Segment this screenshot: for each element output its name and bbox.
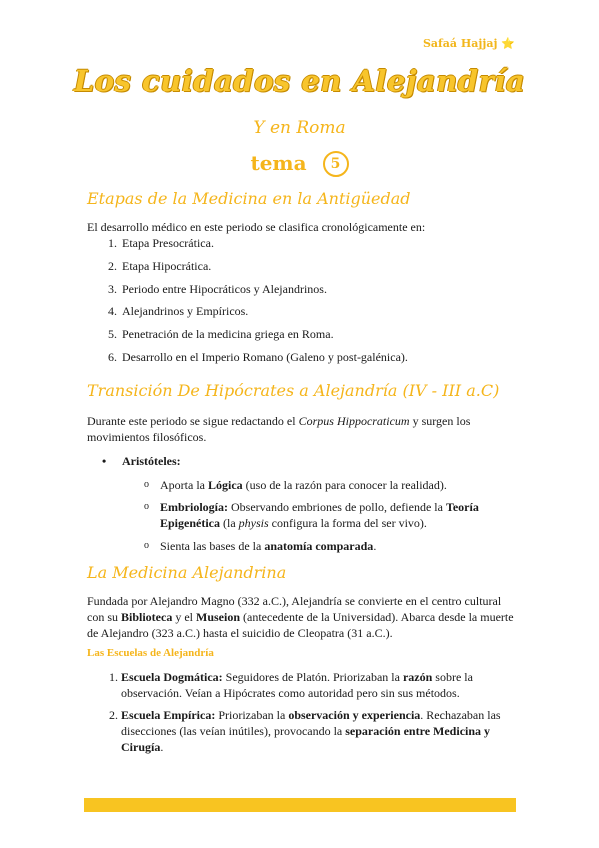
stages-list [87,235,408,372]
transition-intro: Durante este periodo se sigue redactando el Corpus Hippocraticum y surgen los movimientos filosóficos. [87,414,471,444]
topic-word: tema [250,151,307,175]
list-item: 2. Escuela Empírica: Priorizaban la observación y experiencia. Rechazaban las disecciones (las veían inútiles), provocando la separación entre Medicina y Cirugía. [121,707,521,755]
list-item: 4. Alejandrinos y Empíricos. [120,303,408,326]
list-item: 2. Etapa Hipocrática. [120,258,408,281]
section-heading-stages: Etapas de la Medicina en la Antigüedad [87,189,411,208]
topic-number-badge: 5 [323,151,349,177]
footer-bar [84,798,516,812]
list-item: 6. Desarrollo en el Imperio Romano (Galeno y post-galénica). [120,349,408,372]
schools-subheading: Las Escuelas de Alejandría [87,647,214,659]
stages-intro: El desarrollo médico en este periodo se clasifica cronológicamente en: [87,220,426,234]
schools-list [87,669,521,755]
author-name: Safaá Hajjaj ⭐ [422,37,515,50]
list-item: 3. Periodo entre Hipocráticos y Alejandrinos. [120,281,408,304]
topic-label [0,151,599,177]
bullet-aristoteles: • Aristóteles: [102,454,181,468]
list-item: 1. Escuela Dogmática: Seguidores de Platón. Priorizaban la razón sobre la observación. Veían a Hipócrates como autoridad pero sin sus métodos. [121,669,521,701]
section-heading-transition: Transición De Hipócrates a Alejandría (IV - III a.C) [87,381,500,400]
list-item: 5. Penetración de la medicina griega en Roma. [120,326,408,349]
sub-item: o Embriología: Observando embriones de pollo, defiende la Teoría Epigenética (la physis configura la forma del ser vivo). [144,500,479,530]
section-heading-alexandrian: La Medicina Alejandrina [87,563,287,582]
list-item: 1. Etapa Presocrática. [120,235,408,258]
alexandria-paragraph: Fundada por Alejandro Magno (332 a.C.), Alejandría se convierte en el centro cultural con su Biblioteca y el Museion (antecedente de la Universidad). Abarca desde la muerte de Alejandro (323 a.C.) hasta el suicidio de Cleopatra (31 a.C.). [87,594,514,640]
page-title: Los cuidados en Alejandría [73,64,526,98]
sub-item: o Aporta la Lógica (uso de la razón para conocer la realidad). [144,478,447,492]
page-subtitle: Y en Roma [253,118,346,138]
sub-item: o Sienta las bases de la anatomía comparada. [144,539,377,553]
